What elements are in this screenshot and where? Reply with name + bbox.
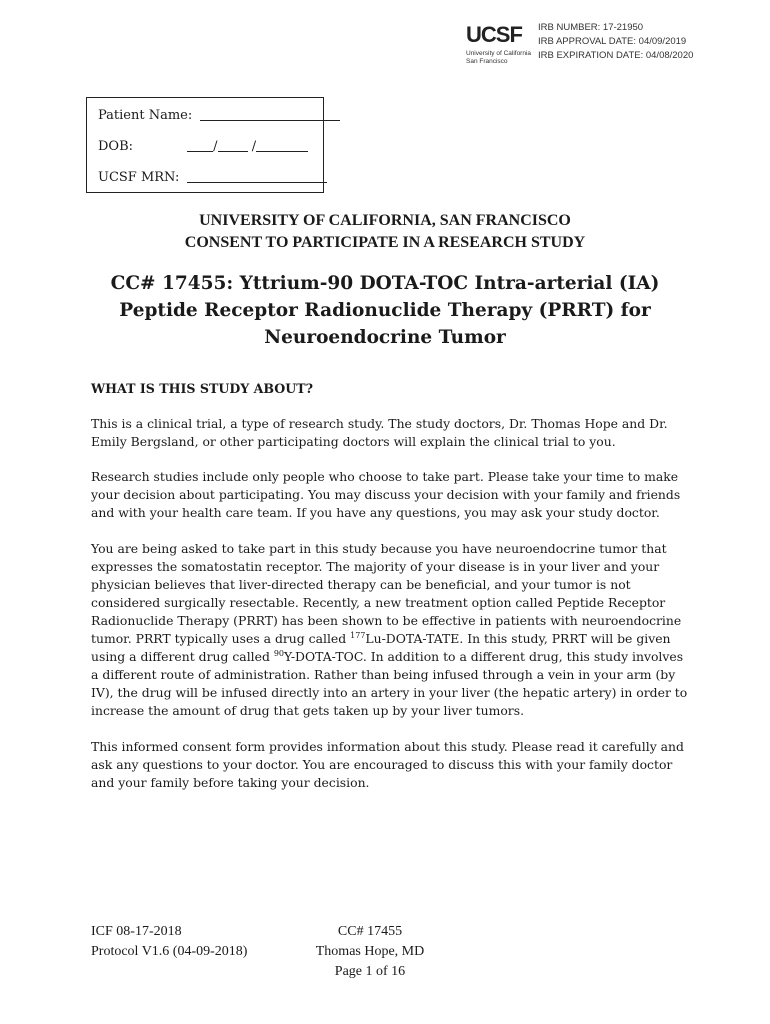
paragraph-4: This informed consent form provides information about this study. Please read it carefully and ask any questions to your doctor. You are encouraged to discuss this with your family doctor and your family before taking your decision. (91, 738, 684, 790)
irb-expiration-date: IRB EXPIRATION DATE: 04/08/2020 (538, 50, 694, 61)
footer-cc-number: CC# 17455 (337, 924, 403, 939)
footer-investigator: Thomas Hope, MD (315, 944, 425, 959)
irb-number: IRB NUMBER: 17-21950 (538, 22, 644, 33)
paragraph-3 (91, 540, 691, 721)
logo-text: UCSF (466, 22, 522, 47)
dob-row (98, 138, 313, 169)
paragraph-3-part-c: Y-DOTA-TOC. In addition to a different drug, this study involves a different route of administration. Rather than being infused through a vein in your arm (by IV), the drug will be infused directly into an artery in your liver (the hepatic artery) in order to increase the amount of drug that gets taken up by your liver tumors. (91, 649, 688, 719)
patient-name-blank[interactable] (200, 107, 340, 121)
consent-heading: CONSENT TO PARTICIPATE IN A RESEARCH STUDY (184, 234, 586, 251)
irb-info (538, 21, 693, 63)
section-heading: WHAT IS THIS STUDY ABOUT? (91, 381, 313, 396)
page-number: Page 1 of 16 (334, 964, 406, 979)
paragraph-2: Research studies include only people who choose to take part. Please take your time to make your decision about participating. You may discuss your decision with your family and friends and with your health care team. If you have any questions, you may ask your study doctor. (91, 469, 681, 521)
paragraph-1: This is a clinical trial, a type of research study. The study doctors, Dr. Thomas Hope and Dr. Emily Bergsland, or other participating doctors will explain the clinical trial to you. (91, 416, 668, 450)
protocol-version: Protocol V1.6 (04-09-2018) (91, 944, 248, 959)
mrn-blank[interactable] (187, 169, 327, 183)
lutetium-mass-number: 177 (350, 631, 366, 641)
footer-left (91, 922, 247, 962)
dob-separator: / (251, 139, 257, 154)
dob-separator: / (213, 139, 218, 154)
paragraph-3-part-a: You are being asked to take part in this study because you have neuroendocrine tumor that expresses the somatostatin receptor. The majority of your disease is in your liver and your physician believes that liver-directed therapy can be beneficial, and your tumor is not considered surgically resectable. Recently, a new treatment option called Peptide Receptor Radionuclide Therapy (PRRT) has been shown to be effective in patients with neuroendocrine tumor. PRRT typically uses a drug called (91, 540, 682, 647)
institution-heading (0, 210, 770, 254)
logo-subtext-line2: San Francisco (466, 58, 508, 65)
dob-day-blank[interactable] (218, 138, 248, 152)
dob-month-blank[interactable] (187, 138, 213, 152)
dob-year-blank[interactable] (256, 138, 308, 152)
irb-approval-date: IRB APPROVAL DATE: 04/09/2019 (538, 36, 687, 47)
mrn-label: UCSF MRN: (98, 170, 180, 185)
ucsf-logo (466, 24, 534, 66)
icf-date: ICF 08-17-2018 (91, 924, 182, 939)
study-title: CC# 17455: Yttrium-90 DOTA-TOC Intra-arterial (IA) Peptide Receptor Radionuclide Therapy (PRRT) for Neuroendocrine Tumor (110, 273, 660, 348)
paragraph-3-part-b: Lu-DOTA-TATE. In this study, PRRT will be given using a different drug called (91, 631, 671, 665)
mrn-row (98, 169, 313, 200)
document-body (91, 380, 691, 809)
footer-center (290, 922, 450, 982)
patient-name-row (98, 107, 313, 138)
patient-info-box (86, 97, 324, 193)
yttrium-mass-number: 90 (273, 649, 285, 659)
institution-name: UNIVERSITY OF CALIFORNIA, SAN FRANCISCO (199, 212, 571, 229)
dob-label: DOB: (98, 139, 134, 154)
patient-name-label: Patient Name: (98, 108, 193, 123)
logo-subtext-line1: University of California (466, 50, 532, 57)
